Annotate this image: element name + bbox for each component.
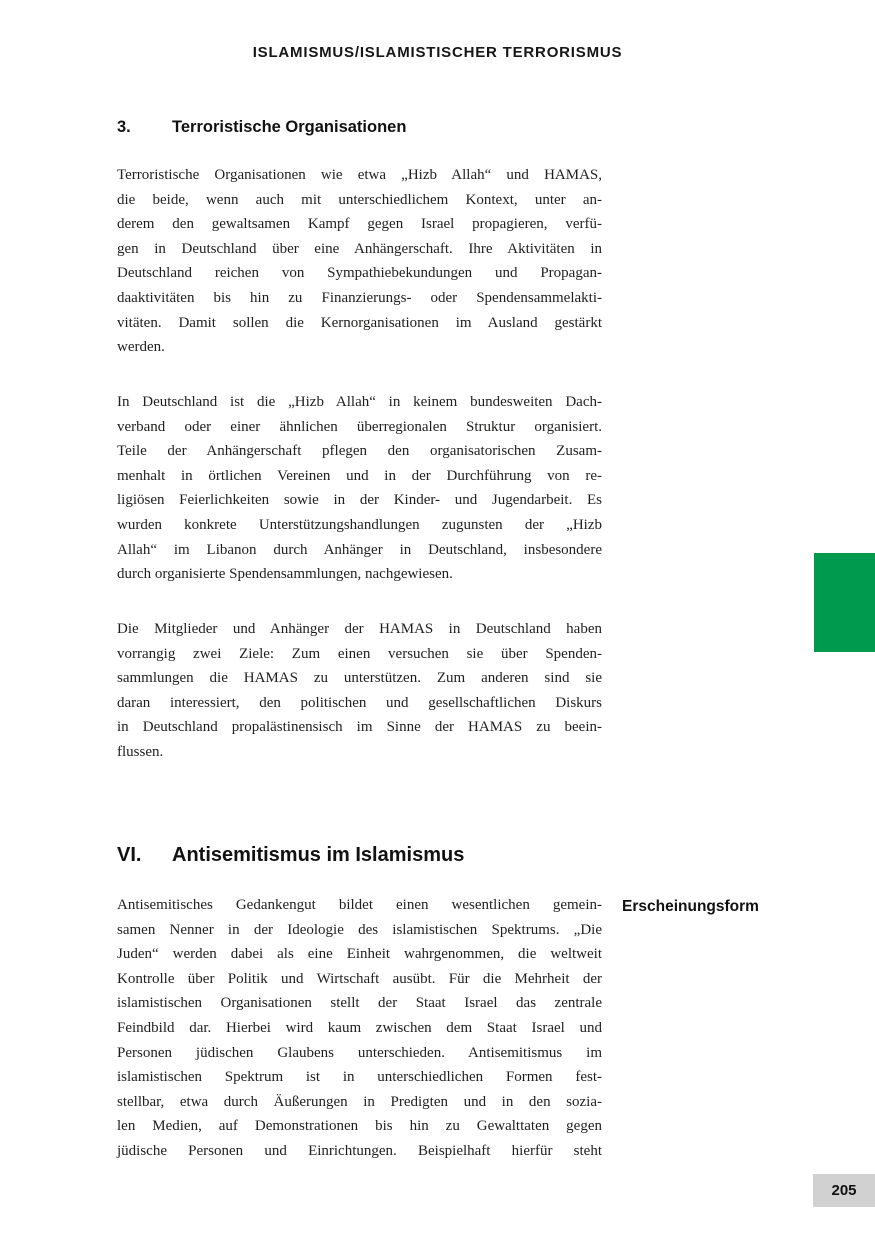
text-line: Personen jüdischen Glaubens unterschieden. Antisemitismus im bbox=[117, 1044, 602, 1061]
text-line: Antisemitisches Gedankengut bildet einen wesentlichen gemein- bbox=[117, 897, 602, 913]
text-line: vorrangig zwei Ziele: Zum einen versuchen sie über Spenden- bbox=[117, 645, 602, 662]
text-line: len Medien, auf Demonstrationen bis hin zu Gewalttaten gegen bbox=[117, 1118, 602, 1135]
section-3-heading bbox=[117, 118, 406, 137]
text-line: durch organisierte Spendensammlungen, nachgewiesen. bbox=[117, 566, 453, 583]
text-line: In Deutschland ist die „Hizb Allah“ in keinem bundesweiten Dach- bbox=[117, 394, 602, 410]
section-6-number: VI. bbox=[117, 844, 142, 866]
text-line: derem den gewaltsamen Kampf gegen Israel propagieren, verfü- bbox=[117, 216, 602, 233]
text-line: vitäten. Damit sollen die Kernorganisationen im Ausland gestärkt bbox=[117, 314, 602, 331]
paragraph-antisemitismus bbox=[117, 893, 602, 1164]
text-line: werden. bbox=[117, 339, 165, 356]
text-line: islamistischen Organisationen stellt der Staat Israel das zentrale bbox=[117, 995, 602, 1012]
paragraph-terror-orgs-1 bbox=[117, 163, 602, 360]
text-line: islamistischen Spektrum ist in unterschiedlichen Formen fest- bbox=[117, 1069, 602, 1086]
text-line: Allah“ im Libanon durch Anhänger in Deutschland, insbesondere bbox=[117, 541, 602, 558]
paragraph-hizb-allah bbox=[117, 390, 602, 587]
text-line: flussen. bbox=[117, 743, 164, 760]
text-line: verband oder einer ähnlichen überregionalen Struktur organisiert. bbox=[117, 418, 602, 435]
text-line: wurden konkrete Unterstützungshandlungen zugunsten der „Hizb bbox=[117, 516, 602, 533]
text-line: Juden“ werden dabei als eine Einheit wahrgenommen, die weltweit bbox=[117, 946, 602, 963]
text-line: Kontrolle über Politik und Wirtschaft ausübt. Für die Mehrheit der bbox=[117, 970, 602, 987]
text-line: ligiösen Feierlichkeiten sowie in der Kinder- und Jugendarbeit. Es bbox=[117, 492, 602, 509]
text-line: menhalt in örtlichen Vereinen und in der Durchführung von re- bbox=[117, 467, 602, 484]
text-line: daran interessiert, den politischen und gesellschaftlichen Diskurs bbox=[117, 694, 602, 711]
text-line: Teile der Anhängerschaft pflegen den organisatorischen Zusam- bbox=[117, 443, 602, 460]
section-6-title: Antisemitismus im Islamismus bbox=[172, 844, 465, 866]
text-line: sammlungen die HAMAS zu unterstützen. Zum anderen sind sie bbox=[117, 670, 602, 687]
paragraph-hamas bbox=[117, 617, 602, 765]
page-number: 205 bbox=[831, 1182, 857, 1199]
chapter-tab-marker bbox=[814, 553, 875, 652]
text-line: Die Mitglieder und Anhänger der HAMAS in Deutschland haben bbox=[117, 621, 602, 637]
section-6-heading bbox=[117, 844, 464, 867]
section-3-number: 3. bbox=[117, 118, 131, 136]
text-line: jüdische Personen und Einrichtungen. Beispielhaft hierfür steht bbox=[117, 1142, 602, 1159]
text-line: stellbar, etwa durch Äußerungen in Predigten und in den sozia- bbox=[117, 1093, 602, 1110]
text-line: samen Nenner in der Ideologie des islamistischen Spektrums. „Die bbox=[117, 921, 602, 938]
text-line: Terroristische Organisationen wie etwa „Hizb Allah“ und HAMAS, bbox=[117, 167, 602, 183]
text-line: Feindbild dar. Hierbei wird kaum zwischen dem Staat Israel und bbox=[117, 1019, 602, 1036]
page-number-badge bbox=[813, 1174, 875, 1207]
margin-note-erscheinungsform: Erscheinungsform bbox=[622, 898, 759, 915]
text-line: gen in Deutschland über eine Anhängerschaft. Ihre Aktivitäten in bbox=[117, 240, 602, 257]
text-line: die beide, wenn auch mit unterschiedlichem Kontext, unter an- bbox=[117, 191, 602, 208]
text-line: in Deutschland propalästinensisch im Sinne der HAMAS zu beein- bbox=[117, 719, 602, 736]
section-3-title: Terroristische Organisationen bbox=[172, 118, 407, 136]
text-line: daaktivitäten bis hin zu Finanzierungs- oder Spendensammelakti- bbox=[117, 289, 602, 306]
running-header: ISLAMISMUS/ISLAMISTISCHER TERRORISMUS bbox=[252, 44, 623, 61]
text-line: Deutschland reichen von Sympathiebekundungen und Propagan- bbox=[117, 265, 602, 282]
